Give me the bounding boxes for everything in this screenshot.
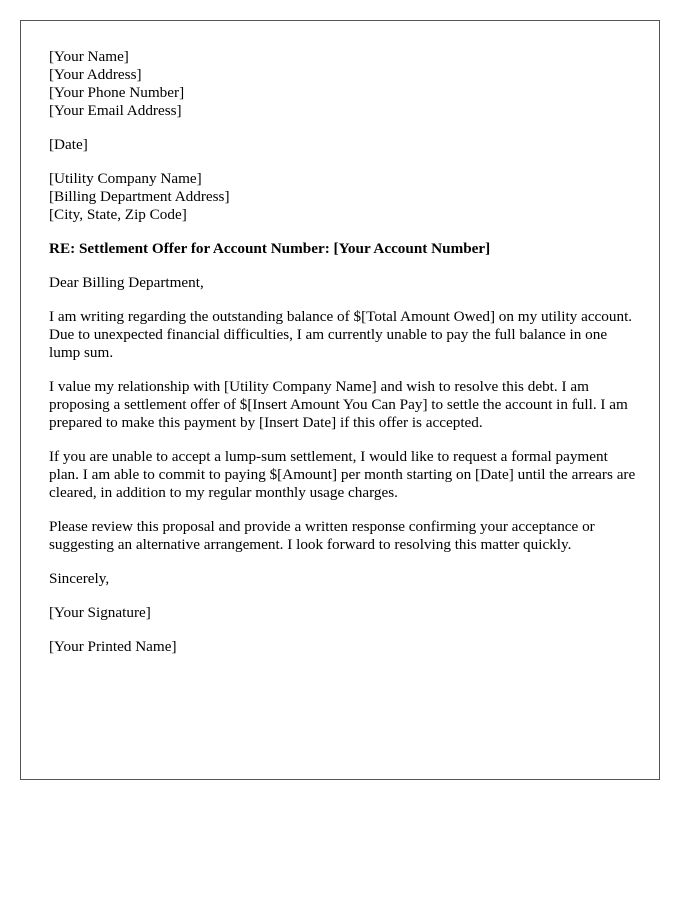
sender-email: [Your Email Address] (49, 102, 182, 119)
body-paragraph-4: Please review this proposal and provide a written response confirming your acceptance or suggesting an alternative arrangement. I look forward to resolving this matter quickly. (49, 518, 595, 553)
sender-phone: [Your Phone Number] (49, 84, 185, 101)
recipient-block (49, 170, 639, 224)
date-block (49, 136, 639, 154)
salutation: Dear Billing Department, (49, 274, 204, 291)
body-paragraph-1: I am writing regarding the outstanding balance of $[Total Amount Owed] on my utility account. Due to unexpected financial difficulties, I am currently unable to pay the full balance in one lump sum. (49, 308, 633, 361)
letter-content (49, 48, 639, 672)
subject-line: RE: Settlement Offer for Account Number: [Your Account Number] (49, 240, 491, 257)
closing: Sincerely, (49, 570, 110, 587)
sender-block (49, 48, 639, 120)
recipient-company: [Utility Company Name] (49, 170, 202, 187)
recipient-address: [Billing Department Address] (49, 188, 230, 205)
signature-placeholder: [Your Signature] (49, 604, 151, 621)
recipient-city-state-zip: [City, State, Zip Code] (49, 206, 187, 223)
body-paragraph-2: I value my relationship with [Utility Company Name] and wish to resolve this debt. I am proposing a settlement offer of $[Insert Amount You Can Pay] to settle the account in full. I am prepared to make this payment by [Insert Date] if this offer is accepted. (49, 378, 628, 431)
body-paragraph-3: If you are unable to accept a lump-sum settlement, I would like to request a formal payment plan. I am able to commit to paying $[Amount] per month starting on [Date] until the arrears are cleared, in addition to my regular monthly usage charges. (49, 448, 636, 501)
printed-name: [Your Printed Name] (49, 638, 177, 655)
letter-page (20, 20, 660, 780)
sender-name: [Your Name] (49, 48, 129, 65)
sender-address: [Your Address] (49, 66, 142, 83)
letter-date: [Date] (49, 136, 88, 153)
